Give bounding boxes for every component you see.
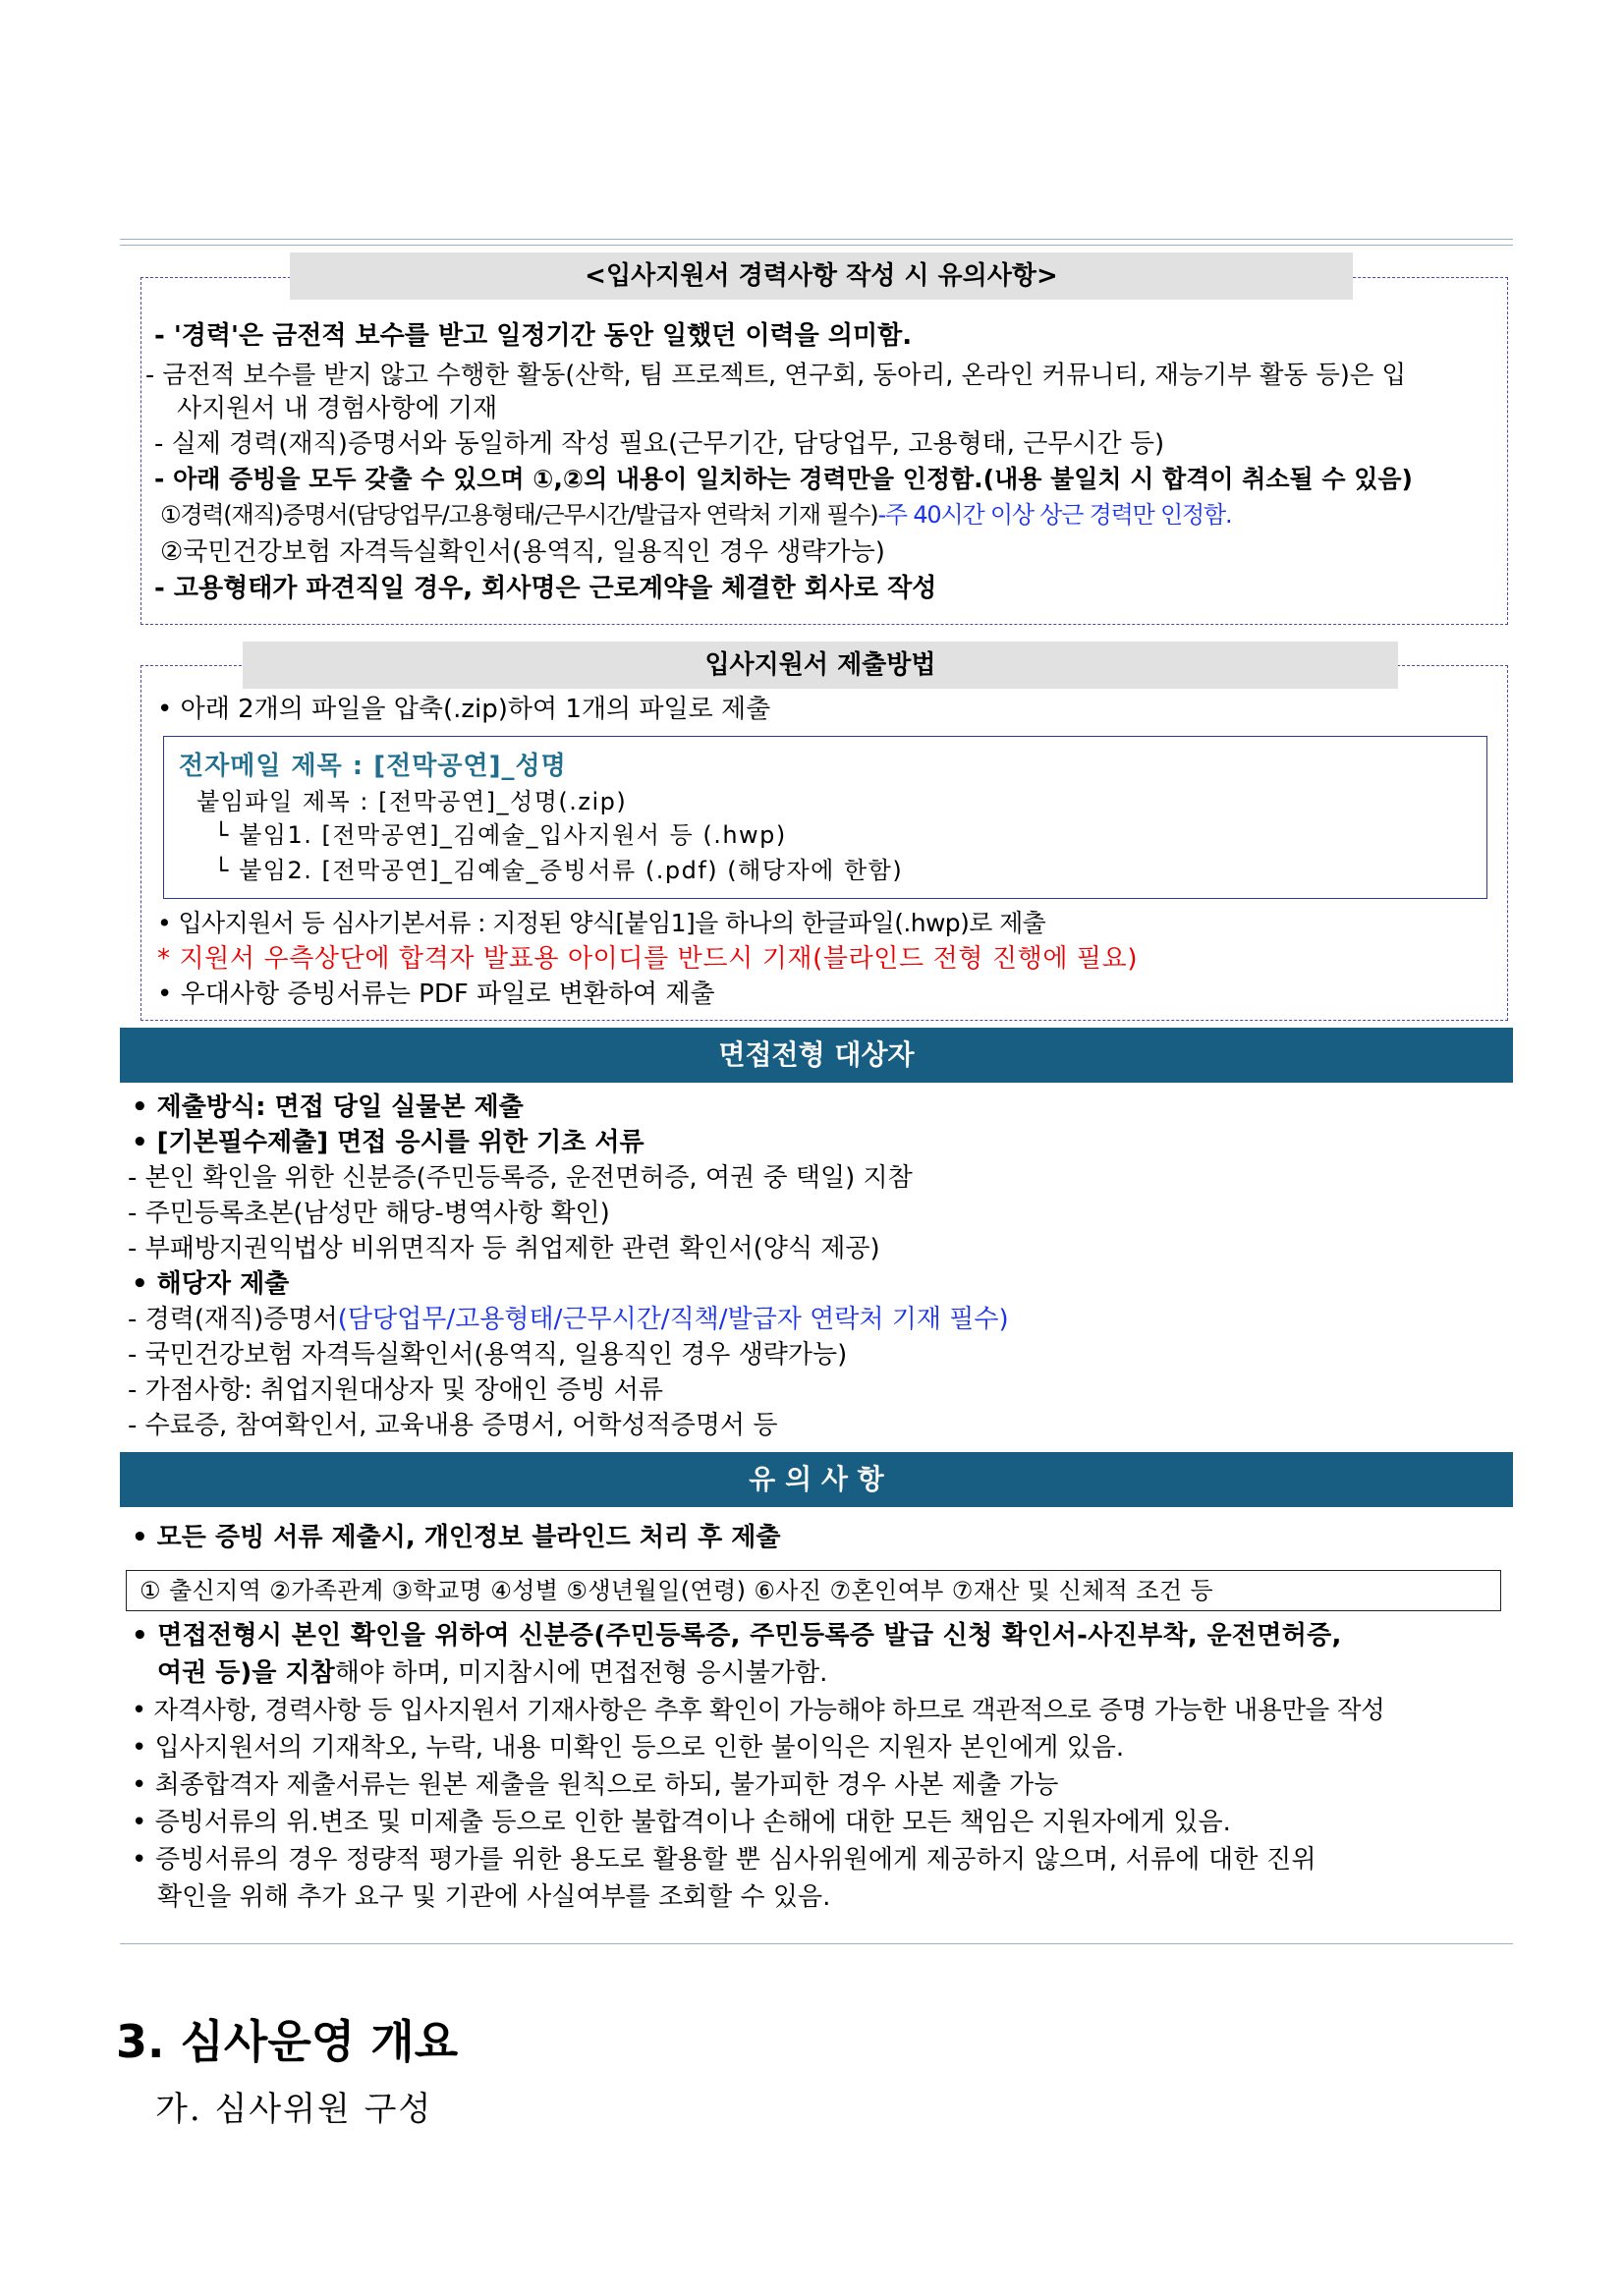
bottom-rule bbox=[120, 1943, 1513, 1944]
cautions-l4: • 증빙서류의 위.변조 및 미제출 등으로 인한 불합격이나 손해에 대한 모든 책임은 지원자에게 있음. bbox=[132, 1808, 1231, 1837]
interview-l4-text: - 경력(재직)증명서 bbox=[128, 1305, 338, 1334]
submission-intro: • 아래 2개의 파일을 압축(.zip)하여 1개의 파일로 제출 bbox=[157, 695, 771, 724]
resume-note-3: - 실제 경력(재직)증명서와 동일하게 작성 필요(근무기간, 담당업무, 고용형태, 근무시간 등) bbox=[154, 429, 1165, 459]
attach-title: 붙임파일 제목 : [전막공연]_성명(.zip) bbox=[196, 788, 628, 815]
submission-note-2: * 지원서 우측상단에 합격자 발표용 아이디를 반드시 기재(블라인드 전형 진행에 필요) bbox=[157, 944, 1139, 974]
cautions-b2b-rest: 해야 하며, 미지참시에 면접전형 응시불가함. bbox=[334, 1658, 828, 1688]
cautions-b2a: • 면접전형시 본인 확인을 위하여 신분증(주민등록증, 주민등록증 발급 신청 확인서-사진부착, 운전면허증, bbox=[132, 1621, 1342, 1651]
cautions-l5b: 확인을 위해 추가 요구 및 기관에 사실여부를 조회할 수 있음. bbox=[157, 1882, 831, 1912]
top-rule bbox=[120, 239, 1513, 240]
resume-note-5-text: ①경력(재직)증명서(담당업무/고용형태/근무시간/발급자 연락처 기재 필수) bbox=[160, 501, 878, 529]
resume-note-5-blue: -주 40시간 이상 상근 경력만 인정함. bbox=[877, 501, 1232, 529]
resume-note-1: - '경력'은 금전적 보수를 받고 일정기간 동안 일했던 이력을 의미함. bbox=[154, 321, 913, 351]
submission-note-3: • 우대사항 증빙서류는 PDF 파일로 변환하여 제출 bbox=[157, 980, 715, 1009]
attach-1: └ 붙임1. [전막공연]_김예술_입사지원서 등 (.hwp) bbox=[214, 821, 787, 849]
section-subheading: 가. 심사위원 구성 bbox=[155, 2090, 433, 2129]
interview-b2: • [기본필수제출] 면접 응시를 위한 기초 서류 bbox=[132, 1128, 644, 1157]
interview-b1: • 제출방식: 면접 당일 실물본 제출 bbox=[132, 1092, 524, 1122]
cautions-l3: • 최종합격자 제출서류는 원본 제출을 원칙으로 하되, 불가피한 경우 사본 제출 가능 bbox=[132, 1770, 1059, 1800]
section-heading: 3. 심사운영 개요 bbox=[116, 2015, 459, 2068]
resume-note-4: - 아래 증빙을 모두 갖출 수 있으며 ①,②의 내용이 일치하는 경력만을 인정함.(내용 불일치 시 합격이 취소될 수 있음) bbox=[154, 465, 1413, 493]
resume-note-2b: 사지원서 내 경험사항에 기재 bbox=[177, 394, 498, 423]
attach-2: └ 붙임2. [전막공연]_김예술_증빙서류 (.pdf) (해당자에 한함) bbox=[214, 857, 904, 884]
email-subject: 전자메일 제목 : [전막공연]_성명 bbox=[179, 752, 567, 781]
cautions-b2b bbox=[157, 1656, 827, 1690]
resume-note-7: - 고용형태가 파견직일 경우, 회사명은 근로계약을 체결한 회사로 작성 bbox=[154, 574, 937, 603]
interview-l3: - 부패방지권익법상 비위면직자 등 취업제한 관련 확인서(양식 제공) bbox=[128, 1234, 880, 1263]
interview-l6: - 가점사항: 취업지원대상자 및 장애인 증빙 서류 bbox=[128, 1375, 663, 1405]
cautions-l5a: • 증빙서류의 경우 정량적 평가를 위한 용도로 활용할 뿐 심사위원에게 제공하지 않으며, 서류에 대한 진위 bbox=[132, 1845, 1316, 1875]
resume-note-2: - 금전적 보수를 받지 않고 수행한 활동(산학, 팀 프로젝트, 연구회, 동아리, 온라인 커뮤니티, 재능기부 활동 등)은 입 bbox=[145, 361, 1407, 390]
cautions-b1: • 모든 증빙 서류 제출시, 개인정보 블라인드 처리 후 제출 bbox=[132, 1523, 781, 1552]
interview-l7: - 수료증, 참여확인서, 교육내용 증명서, 어학성적증명서 등 bbox=[128, 1411, 778, 1440]
interview-l1: - 본인 확인을 위한 신분증(주민등록증, 운전면허증, 여권 중 택일) 지참 bbox=[128, 1163, 913, 1193]
submission-note-1: • 입사지원서 등 심사기본서류 : 지정된 양식[붙임1]을 하나의 한글파일(.hwp)로 제출 bbox=[157, 909, 1046, 937]
interview-banner: 면접전형 대상자 bbox=[120, 1028, 1513, 1083]
resume-note-5 bbox=[160, 498, 1231, 532]
resume-note-6: ②국민건강보험 자격득실확인서(용역직, 일용직인 경우 생략가능) bbox=[160, 537, 885, 567]
top-rule-2 bbox=[120, 245, 1513, 246]
cautions-l1: • 자격사항, 경력사항 등 입사지원서 기재사항은 추후 확인이 가능해야 하므로 객관적으로 증명 가능한 내용만을 작성 bbox=[132, 1696, 1385, 1725]
blind-items: ① 출신지역 ②가족관계 ③학교명 ④성별 ⑤생년월일(연령) ⑥사진 ⑦혼인여부 ⑦재산 및 신체적 조건 등 bbox=[140, 1577, 1214, 1604]
interview-l2: - 주민등록초본(남성만 해당-병역사항 확인) bbox=[128, 1199, 610, 1228]
cautions-l2: • 입사지원서의 기재착오, 누락, 내용 미확인 등으로 인한 불이익은 지원자 본인에게 있음. bbox=[132, 1733, 1125, 1763]
interview-l5: - 국민건강보험 자격득실확인서(용역직, 일용직인 경우 생략가능) bbox=[128, 1340, 848, 1370]
cautions-banner: 유 의 사 항 bbox=[120, 1452, 1513, 1507]
interview-l4 bbox=[128, 1303, 1009, 1336]
cautions-b2b-bold: 여권 등)을 지참 bbox=[157, 1658, 335, 1688]
interview-l4-blue: (담당업무/고용형태/근무시간/직책/발급자 연락처 기재 필수) bbox=[337, 1305, 1009, 1334]
resume-notes-title: <입사지원서 경력사항 작성 시 유의사항> bbox=[290, 252, 1353, 300]
interview-b3: • 해당자 제출 bbox=[132, 1269, 290, 1299]
submission-title: 입사지원서 제출방법 bbox=[243, 642, 1398, 689]
